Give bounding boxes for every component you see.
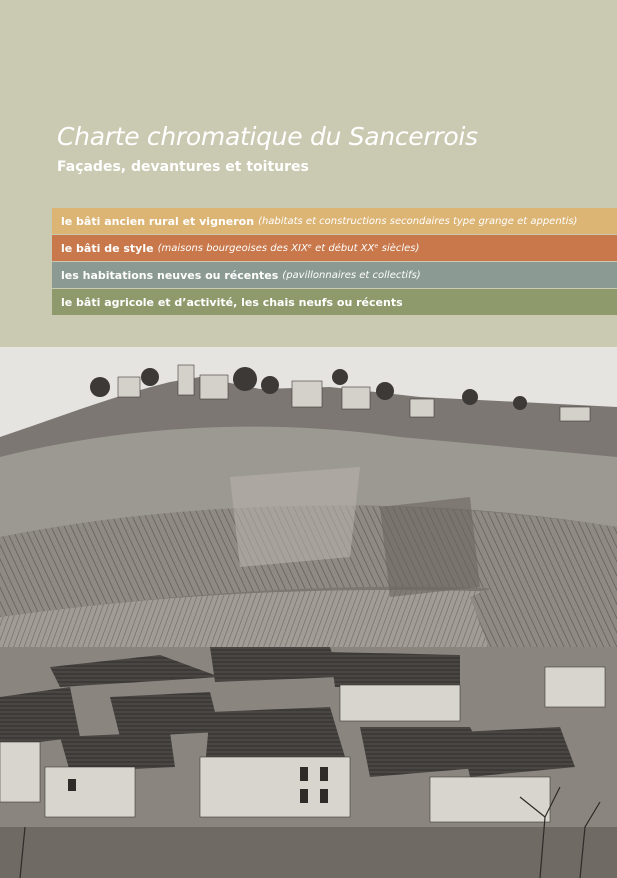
band-style — [52, 235, 617, 261]
band-recent-label: les habitations neuves ou récentes — [61, 268, 279, 282]
landscape-photo — [0, 347, 617, 878]
category-legend — [52, 208, 617, 316]
band-rural-label: le bâti ancien rural et vigneron — [61, 214, 255, 228]
band-style-note: (maisons bourgeoises des XIXᵉ et début XXᵉ siècles) — [157, 242, 420, 254]
page-subtitle: Façades, devantures et toitures — [57, 159, 309, 175]
band-recent-note: (pavillonnaires et collectifs) — [282, 269, 421, 281]
band-agricole-label: le bâti agricole et d’activité, les chais neufs ou récents — [61, 295, 403, 309]
band-recent — [52, 262, 617, 288]
page-title: Charte chromatique du Sancerrois — [57, 122, 478, 151]
landscape-illustration — [0, 347, 617, 878]
cover-header — [0, 0, 617, 345]
band-rural-note: (habitats et constructions secondaires type grange et appentis) — [258, 215, 578, 227]
band-rural — [52, 208, 617, 234]
band-agricole — [52, 289, 617, 315]
band-style-label: le bâti de style — [61, 241, 154, 255]
